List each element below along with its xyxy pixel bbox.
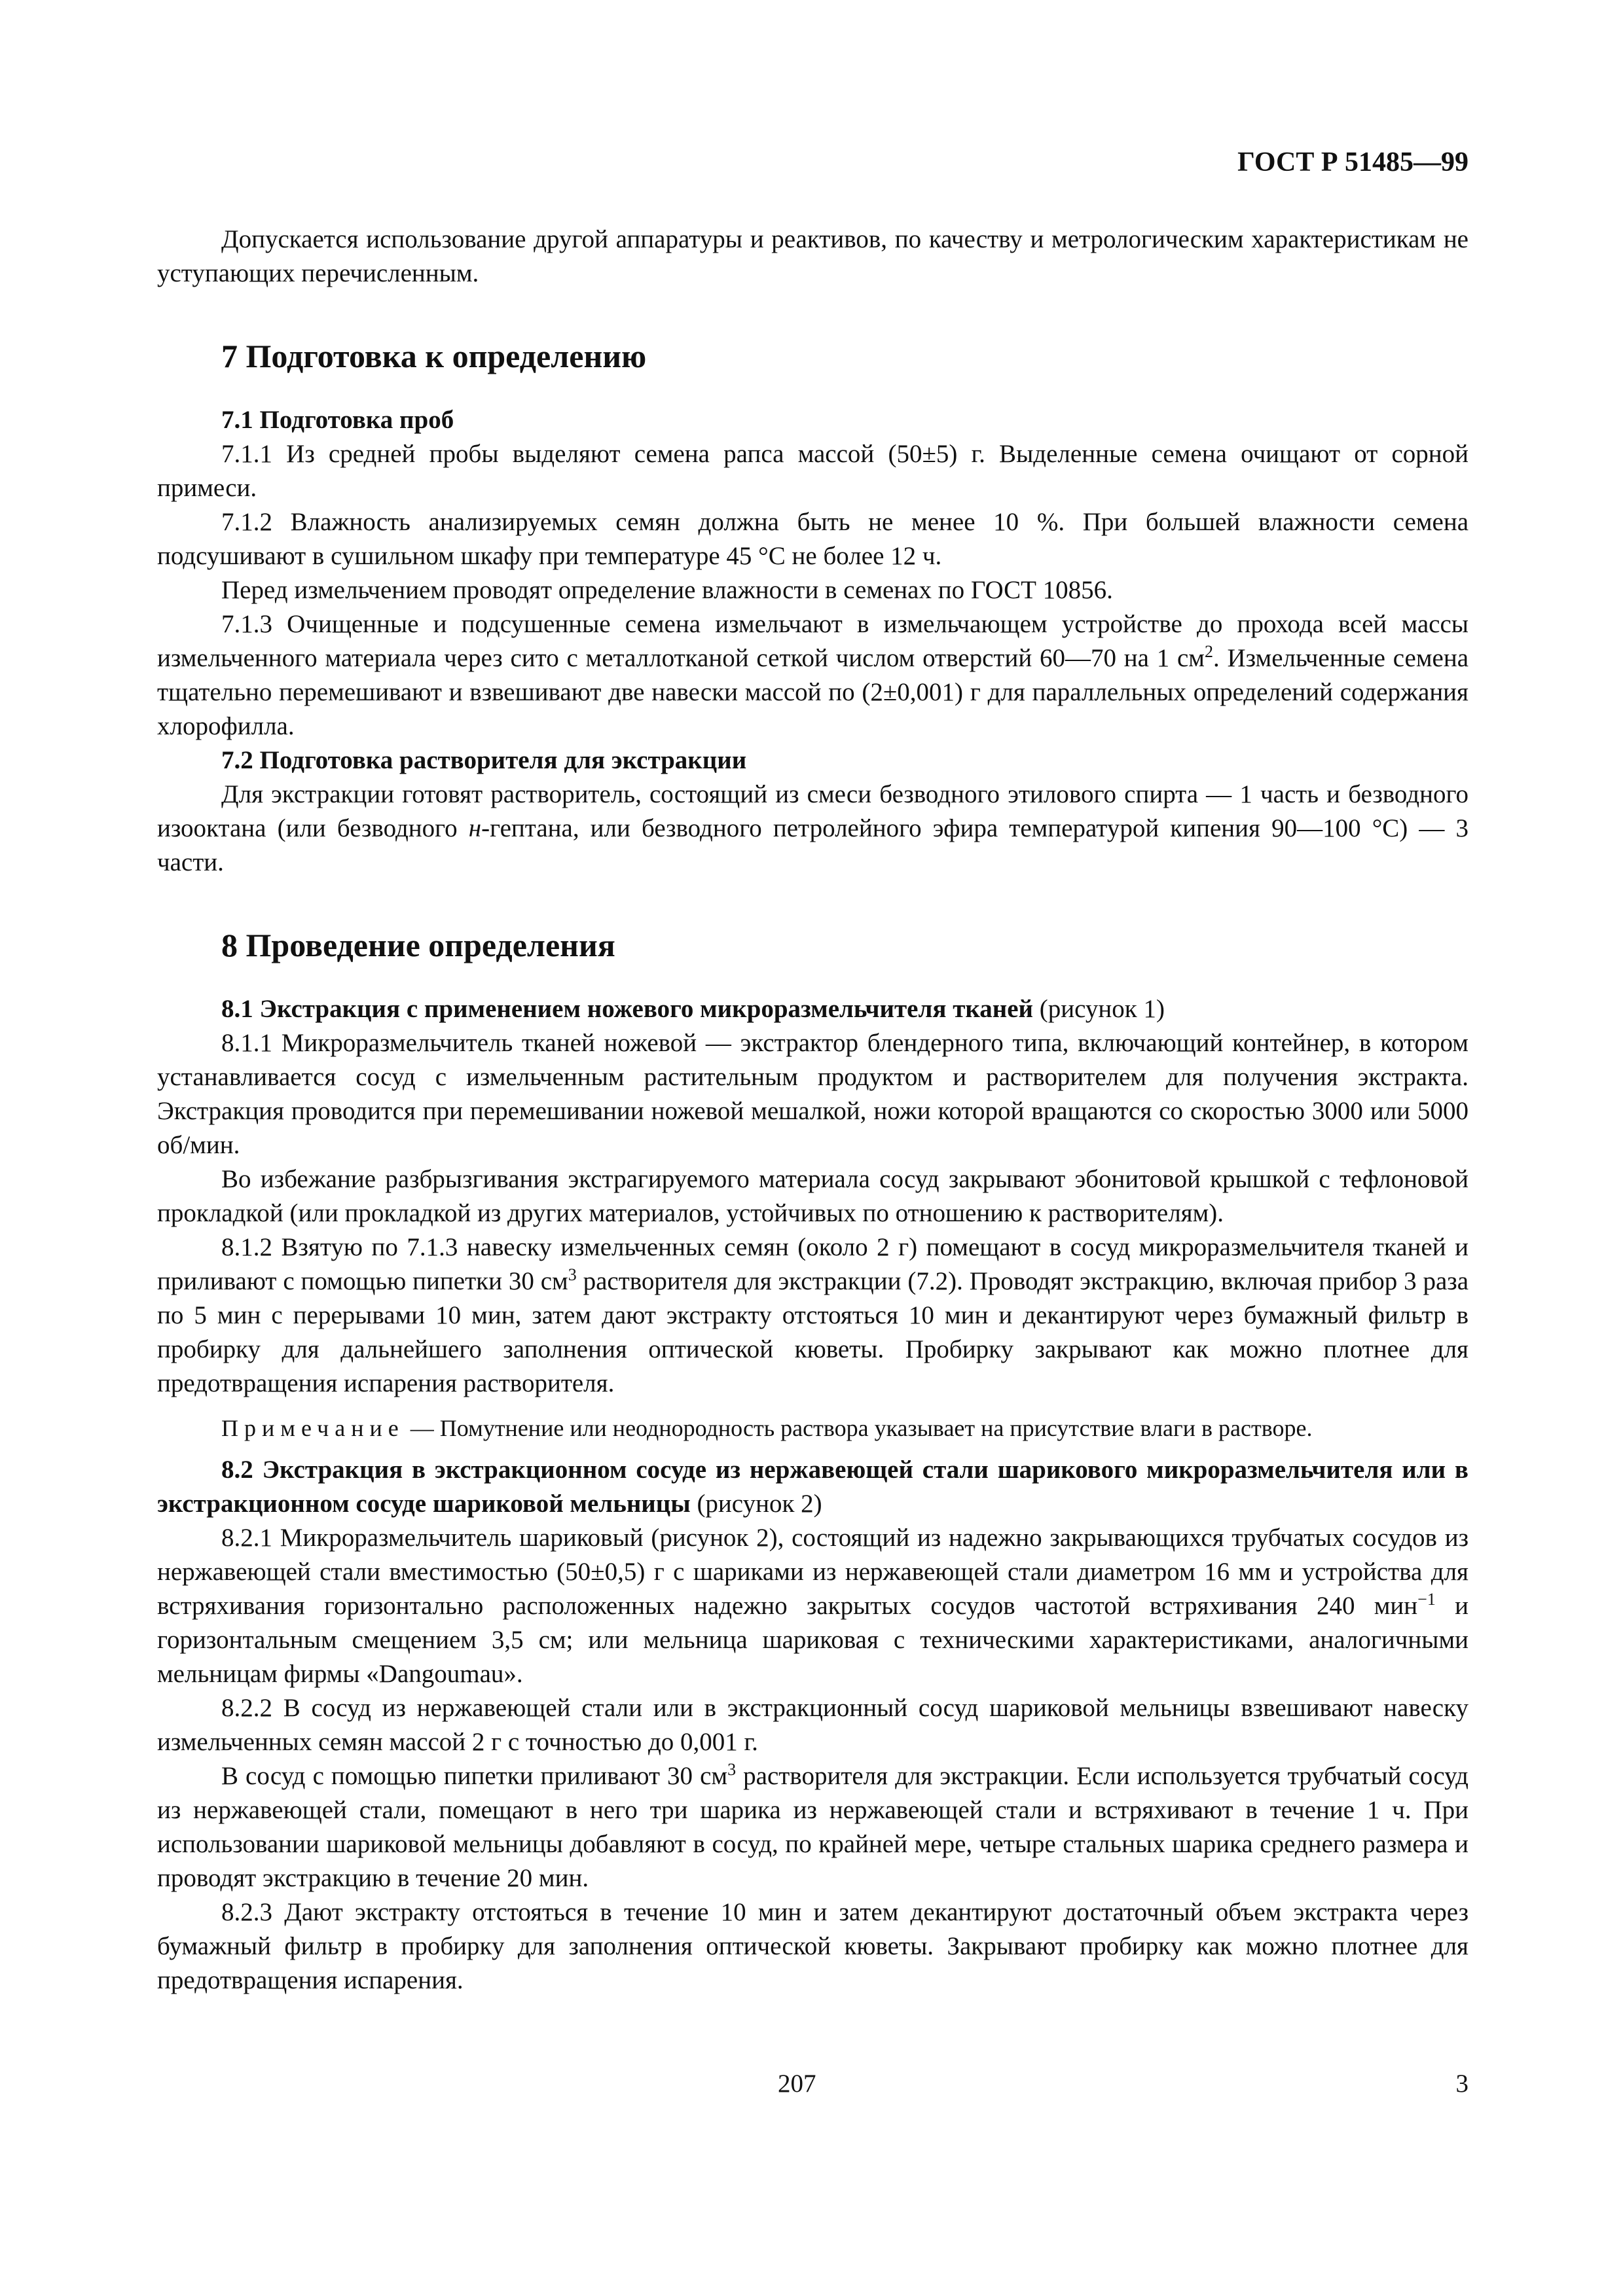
subsection-8-2-heading [157, 1453, 1468, 1521]
paragraph-7-2 [157, 778, 1468, 880]
subsection-8-1-figure-ref: (рисунок 1) [1032, 995, 1165, 1023]
superscript-squared: 2 [1204, 642, 1213, 661]
paragraph-8-1-2-text-b: растворителя для экстракции (7.2). Проводят экстракцию, включая прибор 3 раза по 5 мин с перерывами 10 мин, затем дают экстракту отстояться 10 мин и декантируют через бумажный фильтр в пробирку для дальнейшего заполнения оптической кюветы. Пробирку закрывают как можно плотнее для предотвращения испарения растворителя. [157, 1267, 1469, 1397]
paragraph-7-1-3-text-b: . Измельченные семена тщательно перемешивают и взвешивают две навески массой по (2±0,001) г для параллельных определений содержания хлорофилла. [157, 644, 1468, 740]
paragraph-8-2-1 [157, 1521, 1468, 1691]
paragraph-7-1-1: 7.1.1 Из средней пробы выделяют семена рапса массой (50±5) г. Выделенные семена очищают от сорной примеси. [157, 440, 1468, 502]
note-8-1 [157, 1411, 1468, 1445]
note-text: — Помутнение или неоднородность раствора указывает на присутствие влаги в растворе. [404, 1415, 1313, 1441]
paragraph-8-2-1-text-a: 8.2.1 Микроразмельчитель шариковый (рисунок 2), состоящий из надежно закрывающихся трубчатых сосудов из нержавеющей стали вместимостью (50±0,5) г с шариками из нержавеющей стали диаметром 16 мм и устройства для встряхивания горизонтально расположенных надежно закрытых сосудов частотой встряхивания 240 мин [157, 1524, 1468, 1620]
paragraph-8-2-3: 8.2.3 Дают экстракту отстояться в течение 10 мин и затем декантируют достаточный объем экстракта через бумажный фильтр в пробирку для заполнения оптической кюветы. Закрывают пробирку как можно плотнее для предотвращения испарения. [157, 1898, 1468, 1994]
subsection-8-2-title: 8.2 Экстракция в экстракционном сосуде из нержавеющей стали шарикового микроразмельчителя или в экстракционном сосуде шариковой мельницы [157, 1456, 1468, 1518]
subsection-8-1-title: 8.1 Экстракция с применением ножевого микроразмельчителя тканей [221, 995, 1033, 1023]
paragraph-8-1-2 [157, 1230, 1468, 1401]
paragraph-8-2-2-solvent [157, 1759, 1468, 1895]
paragraph-7-1-3 [157, 607, 1468, 744]
paragraph-7-2-italic-n: н [468, 814, 482, 842]
document-code: ГОСТ Р 51485—99 [1237, 147, 1468, 177]
intro-paragraph: Допускается использование другой аппаратуры и реактивов, по качеству и метрологическим характеристикам не уступающих перечисленным. [157, 225, 1468, 287]
paragraph-8-2-1-text-b: и горизонтальным смещением 3,5 см; или мельница шариковая с техническими характеристиками, аналогичными мельницам фирмы «Dangoumau». [157, 1592, 1468, 1688]
section-8-heading: 8 Проведение определения [221, 927, 615, 963]
page-number-center: 207 [778, 2070, 816, 2098]
paragraph-8-1-1: 8.1.1 Микроразмельчитель тканей ножевой — экстрактор блендерного типа, включающий контейнер, в котором устанавливается сосуд с измельченным растительным продуктом и растворителем для получения экстракта. Экстракция проводится при перемешивании ножевой мешалкой, ножи которой вращаются со скоростью 3000 или 5000 об/мин. [157, 1029, 1468, 1159]
document-body [157, 223, 1468, 1998]
page-number-right: 3 [1455, 2070, 1468, 2098]
superscript-cubed: 3 [568, 1265, 577, 1284]
paragraph-7-2-text-a: Для экстракции готовят растворитель, состоящий из смеси безводного этилового спирта — 1 часть и безводного изооктана (или безводного [157, 780, 1468, 842]
note-label: Примечание [221, 1415, 405, 1441]
superscript-minus-one: −1 [1417, 1590, 1436, 1609]
section-7-heading: 7 Подготовка к определению [221, 338, 647, 374]
subsection-8-2-figure-ref: (рисунок 2) [690, 1490, 822, 1518]
paragraph-8-2-2-solvent-text-a: В сосуд с помощью пипетки приливают 30 см [221, 1762, 728, 1790]
paragraph-7-1-2-moisture: Перед измельчением проводят определение влажности в семенах по ГОСТ 10856. [221, 576, 1113, 604]
paragraph-7-1-2: 7.1.2 Влажность анализируемых семян должна быть не менее 10 %. При большей влажности семена подсушивают в сушильном шкафу при температуре 45 °С не более 12 ч. [157, 508, 1468, 570]
paragraph-7-2-text-b: -гептана, или безводного петролейного эфира температурой кипения 90—100 °С) — 3 части. [157, 814, 1469, 876]
paragraph-8-2-2: 8.2.2 В сосуд из нержавеющей стали или в экстракционный сосуд шариковой мельницы взвешивают навеску измельченных семян массой 2 г с точностью до 0,001 г. [157, 1694, 1468, 1756]
paragraph-8-1-2-text-a: 8.1.2 Взятую по 7.1.3 навеску измельченных семян (около 2 г) помещают в сосуд микроразмельчителя тканей и приливают с помощью пипетки 30 см [157, 1233, 1468, 1295]
paragraph-8-1-1-lid: Во избежание разбрызгивания экстрагируемого материала сосуд закрывают эбонитовой крышкой с тефлоновой прокладкой (или прокладкой из других материалов, устойчивых по отношению к растворителям). [157, 1165, 1468, 1227]
paragraph-7-1-3-text-a: 7.1.3 Очищенные и подсушенные семена измельчают в измельчающем устройстве до прохода всей массы измельченного материала через сито с металлотканой сеткой числом отверстий 60—70 на 1 см [157, 610, 1468, 672]
paragraph-8-2-2-solvent-text-b: растворителя для экстракции. Если используется трубчатый сосуд из нержавеющей стали, помещают в него три шарика из нержавеющей стали и встряхивают в течение 1 ч. При использовании шариковой мельницы добавляют в сосуд, по крайней мере, четыре стальных шарика среднего размера и проводят экстракцию в течение 20 мин. [157, 1762, 1468, 1892]
superscript-cubed-2: 3 [727, 1760, 737, 1779]
subsection-7-2-heading: 7.2 Подготовка растворителя для экстракции [221, 746, 747, 774]
subsection-8-1-heading [157, 992, 1468, 1026]
subsection-7-1-heading: 7.1 Подготовка проб [221, 406, 454, 434]
